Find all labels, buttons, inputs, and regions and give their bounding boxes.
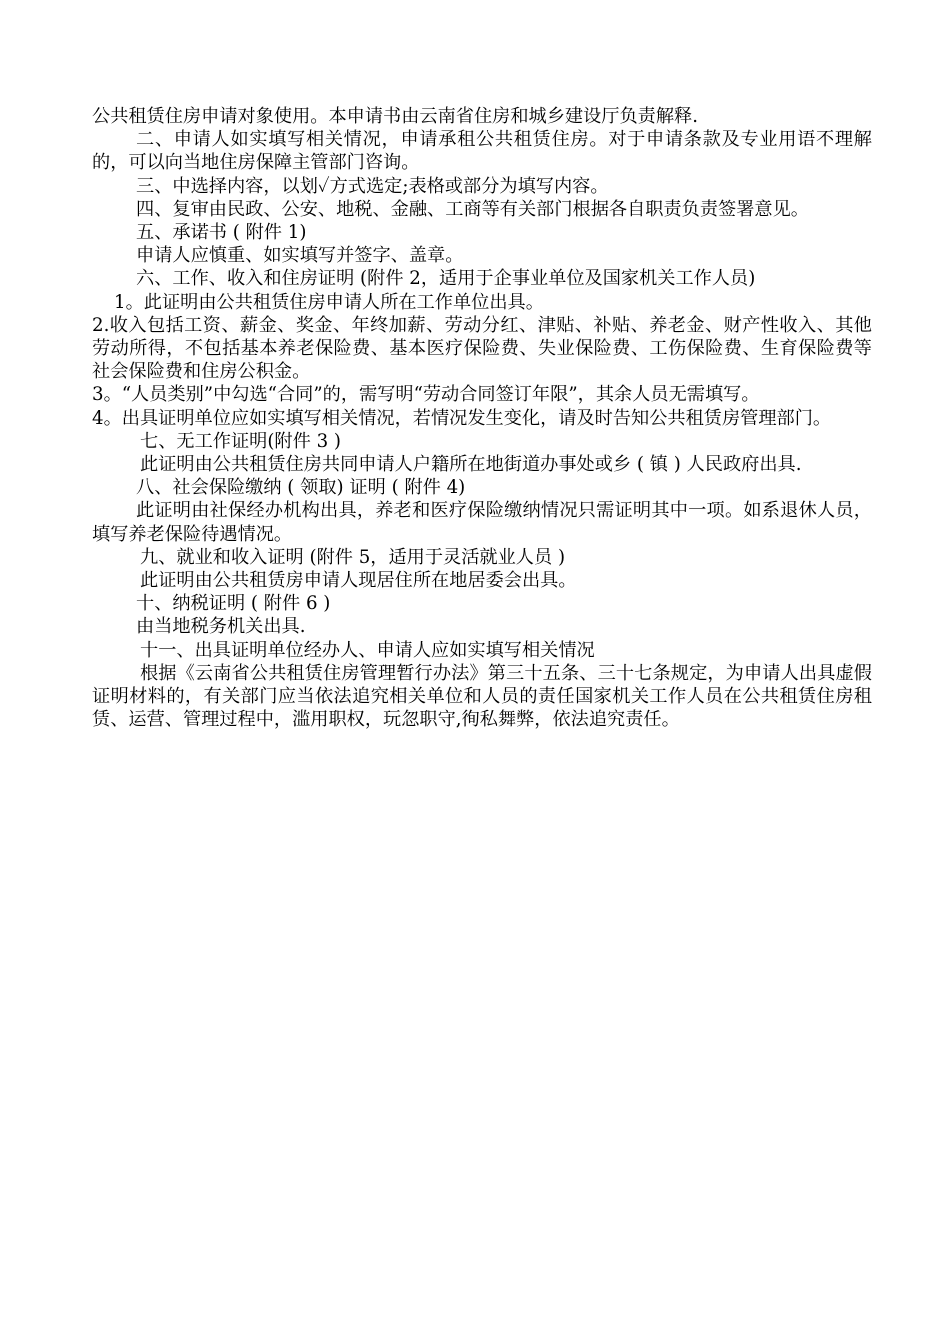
- document-body: [92, 105, 872, 731]
- paragraph-item-6-point-3: 3。“人员类别”中勾选“合同”的，需写明“劳动合同签订年限”，其余人员无需填写。: [92, 384, 760, 406]
- paragraph-item-6-point-1: 1。此证明由公共租赁住房申请人所在工作单位出具。: [114, 291, 544, 313]
- paragraph-item-8-heading: 八、社会保险缴纳 ( 领取) 证明 ( 附件 4): [136, 477, 466, 499]
- paragraph-item-2: 二、申请人如实填写相关情况，申请承租公共租赁住房。对于申请条款及专业用语不理解的，可以向当地住房保障主管部门咨询。: [92, 129, 872, 174]
- paragraph-item-7-body: 此证明由公共租赁住房共同申请人户籍所在地街道办事处或乡 ( 镇 ) 人民政府出具.: [140, 454, 802, 476]
- paragraph-item-9-body: 此证明由公共租赁房申请人现居住所在地居委会出具。: [140, 570, 577, 592]
- paragraph-item-6-heading: 六、工作、收入和住房证明 (附件 2，适用于企事业单位及国家机关工作人员): [136, 268, 756, 290]
- paragraph-item-6-point-4: 4。出具证明单位应如实填写相关情况，若情况发生变化，请及时告知公共租赁房管理部门。: [92, 407, 832, 429]
- paragraph-item-4: 四、复审由民政、公安、地税、金融、工商等有关部门根据各自职责负责签署意见。: [136, 198, 809, 220]
- paragraph-item-9-heading: 九、就业和收入证明 (附件 5，适用于灵活就业人员 ): [140, 546, 566, 568]
- paragraph-item-11-body: 根据《云南省公共租赁住房管理暂行办法》第三十五条、三十七条规定，为申请人出具虚假证明材料的，有关部门应当依法追究相关单位和人员的责任国家机关工作人员在公共租赁住房租赁、运营、管理过程中，滥用职权，玩忽职守,徇私舞弊，依法追究责任。: [92, 662, 872, 731]
- paragraph-item-5-heading: 五、承诺书 ( 附件 1): [136, 222, 307, 244]
- paragraph-item-3: 三、中选择内容，以划✓方式选定;表格或部分为填写内容。: [136, 175, 609, 197]
- paragraph-item-6-point-2: 2.收入包括工资、薪金、奖金、年终加薪、劳动分红、津贴、补贴、养老金、财产性收入、其他劳动所得，不包括基本养老保险费、基本医疗保险费、失业保险费、工伤保险费、生育保险费等社会保险费和住房公积金。: [92, 314, 872, 383]
- paragraph-item-10-body: 由当地税务机关出具.: [136, 616, 306, 638]
- paragraph-intro: 公共租赁住房申请对象使用。本申请书由云南省住房和城乡建设厅负责解释.: [92, 106, 698, 127]
- paragraph-item-11-heading: 十一、出具证明单位经办人、申请人应如实填写相关情况: [140, 639, 595, 661]
- paragraph-item-5-body: 申请人应慎重、如实填写并签字、盖章。: [136, 245, 464, 267]
- paragraph-item-10-heading: 十、纳税证明 ( 附件 6 ): [136, 593, 331, 615]
- paragraph-item-8-body: 此证明由社保经办机构出具，养老和医疗保险缴纳情况只需证明其中一项。如系退休人员，填写养老保险待遇情况。: [92, 500, 872, 545]
- paragraph-item-7-heading: 七、无工作证明(附件 3 ): [140, 430, 342, 452]
